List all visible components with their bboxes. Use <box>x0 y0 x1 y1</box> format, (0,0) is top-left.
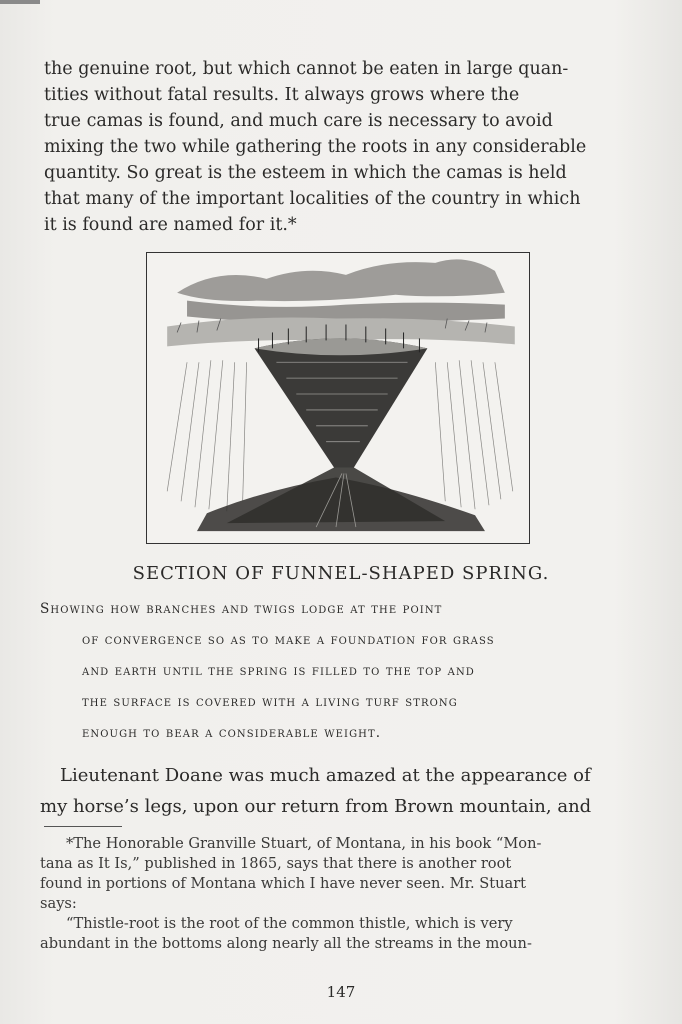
caption-line: Showing how branches and twigs lodge at the point <box>40 601 443 617</box>
figure-caption-text <box>40 594 644 749</box>
footnote-line: tana as It Is,” published in 1865, says that there is another root <box>40 855 512 872</box>
caption-line: the surface is covered with a living turf strong <box>82 694 458 710</box>
figure-caption-title: SECTION OF FUNNEL-SHAPED SPRING. <box>132 563 550 584</box>
footnote-line: abundant in the bottoms along nearly all the streams in the moun- <box>40 935 532 952</box>
caption-line: of convergence so as to make a foundation for grass <box>82 632 495 648</box>
engraving-drawing <box>147 253 529 543</box>
text-line: the genuine root, but which cannot be eaten in large quan- <box>44 59 569 79</box>
text-line: mixing the two while gathering the roots in any considerable <box>44 137 587 157</box>
footnote-rule <box>44 826 122 827</box>
text-line: that many of the important localities of the country in which <box>44 189 581 209</box>
footnote <box>40 834 646 954</box>
text-line: my horse’s legs, upon our return from Brown mountain, and <box>40 796 592 817</box>
body-paragraph-2 <box>40 760 644 822</box>
body-paragraph-1 <box>44 56 638 238</box>
text-line: Lieutenant Doane was much amazed at the appearance of <box>60 765 591 786</box>
caption-line: and earth until the spring is filled to the top and <box>82 663 475 679</box>
text-line: true camas is found, and much care is necessary to avoid <box>44 111 553 131</box>
footnote-line: found in portions of Montana which I have never seen. Mr. Stuart <box>40 875 527 892</box>
caption-line: enough to bear a considerable weight. <box>82 725 382 741</box>
text-line: tities without fatal results. It always grows where the <box>44 85 520 105</box>
text-line: it is found are named for it.* <box>44 215 297 235</box>
page-number: 147 <box>326 983 356 1001</box>
funnel-spring-illustration <box>146 252 530 544</box>
footnote-line: “Thistle-root is the root of the common thistle, which is very <box>66 915 513 932</box>
footnote-line: *The Honorable Granville Stuart, of Montana, in his book “Mon- <box>66 835 542 852</box>
text-line: quantity. So great is the esteem in which the camas is held <box>44 163 567 183</box>
page-corner-mark <box>0 0 40 4</box>
footnote-line: says: <box>40 895 77 912</box>
